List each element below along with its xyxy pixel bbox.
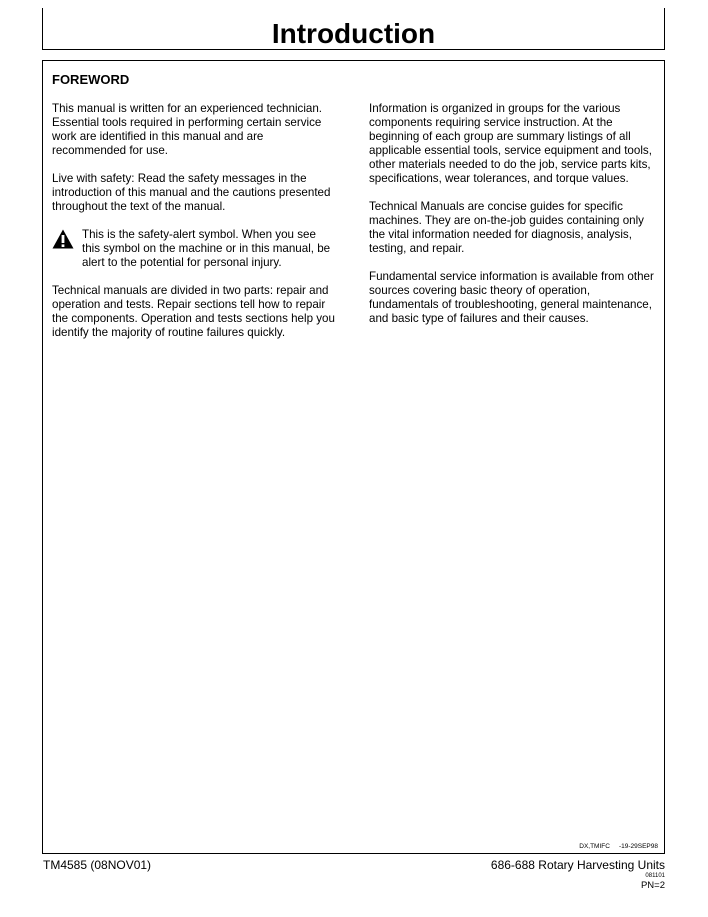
foreword-box xyxy=(42,60,665,854)
right-paragraph-3: Fundamental service information is available from other sources covering basic theory of operation, fundamentals of troubleshooting, general maintenance, and basic type of failures and their causes. xyxy=(369,270,654,325)
left-paragraph-3: Technical manuals are divided in two parts: repair and operation and tests. Repair sections tell how to repair the components. Operation and tests sections help you identify the majority of routine failures quickly. xyxy=(52,284,335,339)
right-paragraph-2: Technical Manuals are concise guides for specific machines. They are on-the-job guides containing only the vital information needed for diagnosis, analysis, testing, and repair. xyxy=(369,200,644,255)
title-frame xyxy=(42,8,665,50)
page-title: Introduction xyxy=(271,18,436,49)
left-paragraph-2: Live with safety: Read the safety messages in the introduction of this manual and the cautions presented throughout the text of the manual. xyxy=(52,172,331,213)
safety-alert-row xyxy=(52,228,337,270)
footer-page-number: PN=2 xyxy=(640,880,665,891)
footer-manual-id: TM4585 (08NOV01) xyxy=(43,858,152,872)
footer-date-code: 081101 xyxy=(645,873,665,879)
left-paragraph-1: This manual is written for an experienced technician. Essential tools required in performing certain service work are identified in this manual and are recommended for use. xyxy=(52,102,323,157)
safety-alert-text: This is the safety-alert symbol. When you see this symbol on the machine or in this manual, be alert to the potential for personal injury. xyxy=(82,228,331,269)
section-heading: FOREWORD xyxy=(52,72,130,87)
right-paragraph-1: Information is organized in groups for the various components requiring service instruction. At the beginning of each group are summary listings of all applicable essential tools, service equipment and tools, other materials needed to do the job, service parts kits, specifications, wear tolerances, and torque values. xyxy=(369,102,652,185)
footer-product-name: 686-688 Rotary Harvesting Units xyxy=(490,858,665,872)
left-column xyxy=(52,102,337,354)
right-column xyxy=(369,102,661,340)
warning-triangle-icon xyxy=(52,229,74,249)
document-code-reference: DX,TMIFC -19-29SEP98 xyxy=(579,843,658,850)
